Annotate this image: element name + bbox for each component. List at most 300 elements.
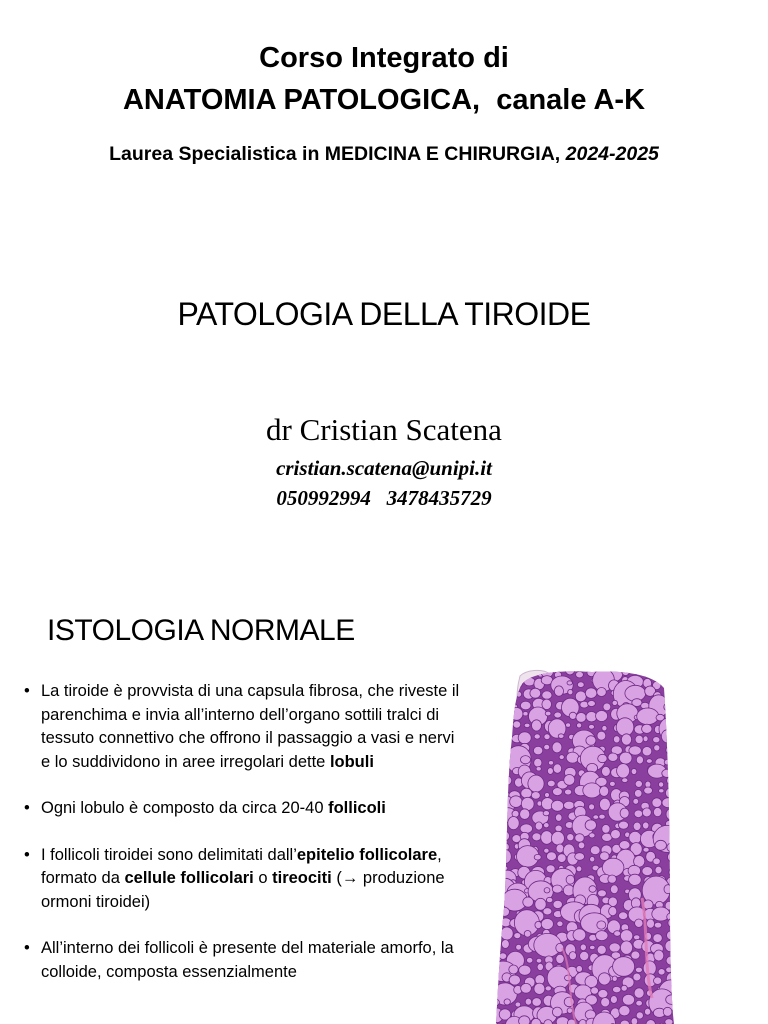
- follicle: [620, 808, 629, 818]
- follicle: [492, 999, 499, 1006]
- follicle: [556, 954, 564, 963]
- follicle: [653, 858, 660, 865]
- follicle: [544, 888, 550, 893]
- follicle: [492, 974, 495, 980]
- follicle: [667, 913, 675, 921]
- follicle: [534, 983, 545, 994]
- follicle: [575, 691, 586, 702]
- follicle: [634, 810, 643, 818]
- follicle: [565, 668, 574, 675]
- follicle: [589, 804, 595, 810]
- follicle: [551, 800, 563, 811]
- follicle: [553, 764, 561, 773]
- follicle: [521, 788, 532, 798]
- follicle: [576, 966, 582, 973]
- follicle: [558, 734, 564, 739]
- follicle: [521, 797, 534, 810]
- follicle: [622, 778, 628, 783]
- author-name: dr Cristian Scatena: [266, 412, 502, 447]
- follicle: [602, 766, 611, 776]
- follicle: [661, 730, 673, 743]
- follicle: [576, 866, 582, 872]
- follicle: [602, 726, 607, 731]
- follicle: [580, 944, 586, 951]
- follicle: [557, 921, 563, 927]
- follicle: [644, 670, 650, 677]
- follicle: [498, 756, 510, 767]
- follicle: [629, 831, 641, 843]
- follicle: [667, 931, 676, 940]
- follicle: [510, 796, 522, 808]
- follicle: [534, 854, 541, 860]
- follicle: [492, 873, 502, 885]
- follicle: [536, 958, 542, 963]
- bullet-text: (→ produzione ormoni tiroidei): [41, 869, 445, 911]
- follicle: [666, 956, 676, 965]
- follicle: [619, 752, 632, 764]
- academic-year: 2024-2025: [565, 143, 659, 165]
- bullet-text: o: [253, 869, 273, 887]
- follicle: [643, 822, 649, 829]
- follicle: [589, 833, 595, 838]
- follicle: [492, 945, 494, 951]
- follicle: [602, 825, 610, 834]
- follicle: [559, 755, 564, 760]
- follicle: [575, 834, 584, 842]
- follicle: [552, 1007, 562, 1017]
- follicle: [617, 764, 630, 778]
- degree-text: Laurea Specialistica in MEDICINA E CHIRURGIA,: [109, 143, 566, 165]
- follicle: [492, 698, 499, 708]
- follicle: [564, 801, 575, 809]
- follicle: [662, 798, 674, 808]
- follicle: [622, 669, 630, 676]
- follicle: [556, 844, 564, 853]
- follicle: [619, 1006, 630, 1016]
- follicle: [532, 720, 542, 731]
- follicle: [501, 831, 509, 840]
- follicle: [513, 721, 521, 728]
- follicle: [551, 831, 564, 845]
- histology-image: [492, 668, 678, 1024]
- follicle: [619, 912, 628, 920]
- follicle: [666, 995, 678, 1005]
- follicle: [632, 668, 641, 674]
- follicle: [642, 867, 653, 876]
- follicle: [492, 736, 496, 742]
- bullet-bold-text: cellule follicolari: [124, 869, 254, 887]
- follicle: [492, 984, 497, 994]
- follicle: [666, 669, 671, 673]
- follicle: [580, 701, 589, 708]
- follicle: [535, 921, 542, 928]
- follicle: [589, 725, 595, 730]
- follicle: [666, 967, 673, 973]
- follicle: [499, 953, 507, 960]
- follicle: [493, 857, 499, 862]
- bullet-bold-text: tireociti: [272, 869, 332, 887]
- follicle: [500, 823, 505, 828]
- follicle: [666, 746, 677, 755]
- follicle: [612, 700, 617, 705]
- degree-line: [0, 143, 768, 166]
- follicle: [492, 724, 501, 735]
- follicle: [525, 998, 531, 1005]
- follicle: [492, 691, 498, 700]
- follicle: [599, 814, 605, 819]
- follicle: [609, 907, 617, 916]
- follicle: [667, 709, 678, 719]
- follicle: [637, 708, 659, 725]
- follicle: [643, 961, 656, 976]
- follicle: [520, 701, 531, 710]
- follicle: [593, 815, 599, 819]
- follicle: [616, 718, 634, 736]
- follicle: [667, 843, 675, 851]
- follicle: [598, 990, 608, 999]
- follicle: [655, 668, 667, 680]
- follicle: [524, 931, 531, 938]
- follicle: [516, 944, 522, 950]
- follicle: [518, 732, 531, 744]
- follicle: [497, 723, 508, 734]
- follicle: [601, 998, 610, 1007]
- follicle: [654, 745, 660, 751]
- follicle: [652, 798, 662, 808]
- follicle: [620, 941, 632, 954]
- follicle: [555, 814, 562, 821]
- follicle: [636, 756, 643, 764]
- page-title: PATOLOGIA DELLA TIROIDE: [177, 296, 591, 332]
- follicle: [492, 676, 501, 688]
- bullet-item: [22, 797, 462, 821]
- follicle: [608, 753, 618, 761]
- follicle: [659, 782, 664, 787]
- follicle: [545, 986, 551, 991]
- follicle: [493, 803, 499, 810]
- follicle: [647, 919, 655, 928]
- follicle: [552, 885, 562, 893]
- follicle: [655, 866, 662, 874]
- follicle: [537, 963, 543, 970]
- follicle: [545, 793, 550, 798]
- follicle: [492, 832, 497, 840]
- follicle: [527, 958, 533, 964]
- follicle: [629, 874, 642, 885]
- bullet-text: La tiroide è provvista di una capsula fibrosa, che riveste il parenchima e invia all’interno dell’organo sottili tralci di tessuto connettivo che offrono il passaggio a vasi e nervi e lo suddividono in aree irregolari dette: [41, 682, 460, 771]
- follicle: [541, 831, 553, 845]
- follicle: [665, 788, 676, 799]
- follicle: [552, 742, 562, 753]
- follicle: [598, 973, 610, 985]
- follicle: [502, 742, 511, 752]
- follicle: [492, 790, 497, 800]
- follicle: [503, 776, 512, 785]
- follicle: [569, 712, 576, 719]
- author-phones: 050992994 3478435729: [276, 486, 492, 510]
- follicle: [642, 747, 652, 756]
- follicle: [611, 830, 621, 839]
- follicle: [500, 703, 511, 712]
- follicle: [499, 849, 512, 863]
- follicle: [610, 885, 618, 894]
- follicle: [533, 746, 542, 754]
- follicle: [631, 951, 640, 959]
- follicle: [654, 977, 662, 984]
- follicle: [547, 768, 553, 775]
- follicle: [585, 688, 597, 699]
- follicle: [546, 897, 552, 902]
- follicle: [492, 890, 499, 898]
- follicle: [588, 701, 596, 707]
- follicle: [503, 690, 512, 700]
- follicle: [655, 840, 667, 850]
- follicle: [654, 922, 661, 928]
- follicle: [542, 691, 552, 699]
- follicle: [565, 789, 572, 795]
- follicle: [521, 756, 531, 764]
- follicle: [509, 975, 520, 985]
- follicle: [614, 931, 621, 937]
- follicle: [567, 681, 572, 685]
- follicle: [499, 907, 509, 916]
- follicle: [557, 854, 566, 863]
- follicle: [621, 734, 631, 745]
- follicle: [646, 759, 652, 764]
- follicle: [564, 775, 575, 786]
- follicle: [544, 744, 550, 749]
- follicle: [635, 967, 642, 972]
- follicle: [566, 752, 579, 763]
- follicle: [662, 769, 673, 777]
- follicle: [519, 965, 531, 975]
- bullet-item: [22, 680, 462, 774]
- follicle: [547, 852, 557, 861]
- follicle: [531, 792, 540, 800]
- follicle: [544, 823, 550, 828]
- follicle: [665, 676, 677, 690]
- bullet-text: Ogni lobulo è composto da circa 20-40: [41, 799, 329, 817]
- follicle: [508, 817, 519, 830]
- follicle: [597, 688, 607, 697]
- follicle: [610, 781, 616, 786]
- follicle: [580, 951, 589, 960]
- follicle: [620, 1020, 629, 1024]
- follicle: [524, 723, 530, 727]
- bullet-text: All’interno dei follicoli è presente del materiale amorfo, la colloide, composta essenzialmente: [41, 939, 454, 981]
- follicle: [492, 896, 496, 903]
- follicle: [596, 711, 608, 722]
- follicle: [608, 875, 617, 883]
- follicle: [492, 755, 500, 764]
- follicle: [665, 1019, 673, 1024]
- follicle: [521, 983, 532, 993]
- follicle: [523, 712, 528, 716]
- follicle: [534, 734, 540, 739]
- bullet-list: [22, 680, 462, 1007]
- follicle: [575, 853, 585, 861]
- follicle: [664, 703, 670, 710]
- bullet-bold-text: follicoli: [328, 799, 386, 817]
- follicle: [510, 708, 523, 721]
- follicle: [643, 736, 648, 742]
- bullet-dot: •: [24, 799, 30, 817]
- follicle: [502, 769, 507, 773]
- follicle: [576, 713, 586, 723]
- follicle: [541, 919, 553, 930]
- follicle: [543, 908, 552, 915]
- follicle: [642, 808, 651, 817]
- follicle: [634, 988, 644, 998]
- follicle: [596, 931, 608, 941]
- bullet-dot: •: [24, 939, 30, 957]
- follicle: [534, 758, 542, 767]
- follicle: [633, 799, 639, 805]
- follicle: [589, 886, 596, 893]
- follicle: [635, 735, 643, 743]
- follicle: [511, 668, 522, 675]
- follicle: [633, 822, 641, 830]
- follicle: [492, 912, 497, 917]
- follicle: [578, 842, 585, 849]
- follicle: [613, 957, 635, 977]
- follicle: [573, 929, 586, 941]
- follicle: [653, 737, 660, 743]
- bullet-bold-text: epitelio follicolare: [296, 845, 438, 864]
- follicle: [567, 834, 574, 841]
- follicle: [532, 833, 541, 841]
- follicle: [569, 952, 576, 960]
- follicle: [492, 821, 499, 829]
- follicle: [554, 712, 562, 718]
- follicle: [542, 699, 552, 709]
- follicle: [619, 821, 629, 829]
- follicle: [643, 847, 649, 852]
- follicle: [568, 689, 573, 694]
- follicle: [548, 761, 553, 765]
- follicle: [597, 921, 606, 929]
- follicle: [634, 790, 642, 798]
- follicle: [544, 734, 550, 740]
- bullet-dot: •: [24, 682, 30, 700]
- follicle: [636, 1000, 643, 1006]
- follicle: [619, 841, 630, 850]
- follicle: [499, 735, 508, 745]
- follicle: [631, 769, 637, 775]
- bullet-item: [22, 937, 462, 984]
- follicle: [492, 714, 500, 722]
- follicle: [590, 857, 595, 862]
- follicle: [644, 787, 653, 794]
- follicle: [520, 824, 532, 833]
- follicle: [577, 723, 582, 728]
- follicle: [492, 930, 499, 937]
- follicle: [598, 754, 607, 762]
- follicle: [545, 711, 551, 716]
- follicle: [555, 825, 562, 832]
- bullet-text: , formato da: [41, 845, 442, 887]
- follicle: [553, 788, 563, 796]
- follicle: [492, 920, 500, 931]
- follicle: [492, 668, 496, 675]
- follicle: [509, 965, 518, 974]
- follicle: [653, 934, 662, 943]
- follicle: [633, 973, 641, 981]
- follicle: [610, 996, 617, 1004]
- follicle: [621, 985, 627, 991]
- follicle: [668, 852, 676, 861]
- follicle: [546, 865, 555, 873]
- follicle: [505, 670, 511, 675]
- follicle: [620, 930, 632, 942]
- follicle: [609, 943, 620, 952]
- follicle: [583, 783, 601, 798]
- follicle: [493, 748, 499, 754]
- bullet-dot: •: [24, 845, 30, 864]
- bullet-bold-text: lobuli: [329, 752, 374, 771]
- follicle: [636, 1012, 643, 1019]
- follicle: [501, 843, 510, 851]
- follicle: [667, 692, 677, 701]
- follicle: [590, 846, 600, 855]
- follicle: [566, 723, 571, 727]
- follicle: [645, 1008, 651, 1015]
- follicle: [590, 945, 596, 949]
- follicle: [532, 998, 541, 1007]
- course-title-line1: Corso Integrato di: [259, 42, 509, 74]
- course-title-line2: ANATOMIA PATOLOGICA, canale A-K: [122, 84, 646, 116]
- follicle: [494, 778, 501, 785]
- bullet-item: [22, 844, 462, 915]
- follicle: [591, 987, 599, 994]
- follicle: [501, 927, 514, 940]
- follicle: [523, 897, 534, 907]
- follicle: [622, 994, 634, 1005]
- follicle: [576, 671, 584, 678]
- follicle: [566, 875, 574, 884]
- follicle: [658, 969, 665, 975]
- follicle: [653, 808, 661, 817]
- follicle: [577, 682, 584, 688]
- follicle: [586, 736, 596, 746]
- follicle: [597, 731, 606, 740]
- follicle: [669, 869, 677, 877]
- follicle: [598, 890, 607, 897]
- follicle: [535, 822, 542, 830]
- follicle: [514, 933, 521, 939]
- follicle: [502, 940, 510, 949]
- follicle: [504, 999, 510, 1005]
- follicle: [547, 780, 555, 787]
- follicle: [603, 703, 611, 711]
- bullet-text: I follicoli tiroidei sono delimitati dall’: [41, 845, 297, 864]
- follicle: [631, 1018, 638, 1024]
- follicle: [492, 864, 501, 873]
- follicle: [654, 950, 664, 961]
- follicle: [495, 675, 515, 691]
- follicle: [554, 686, 563, 696]
- follicle: [635, 780, 642, 787]
- follicle: [492, 767, 496, 774]
- follicle: [600, 786, 609, 796]
- follicle: [629, 746, 641, 755]
- follicle: [613, 986, 621, 992]
- follicle: [667, 777, 674, 785]
- follicle: [668, 918, 678, 928]
- follicle: [520, 809, 530, 820]
- follicle: [585, 820, 596, 831]
- follicle: [664, 759, 671, 765]
